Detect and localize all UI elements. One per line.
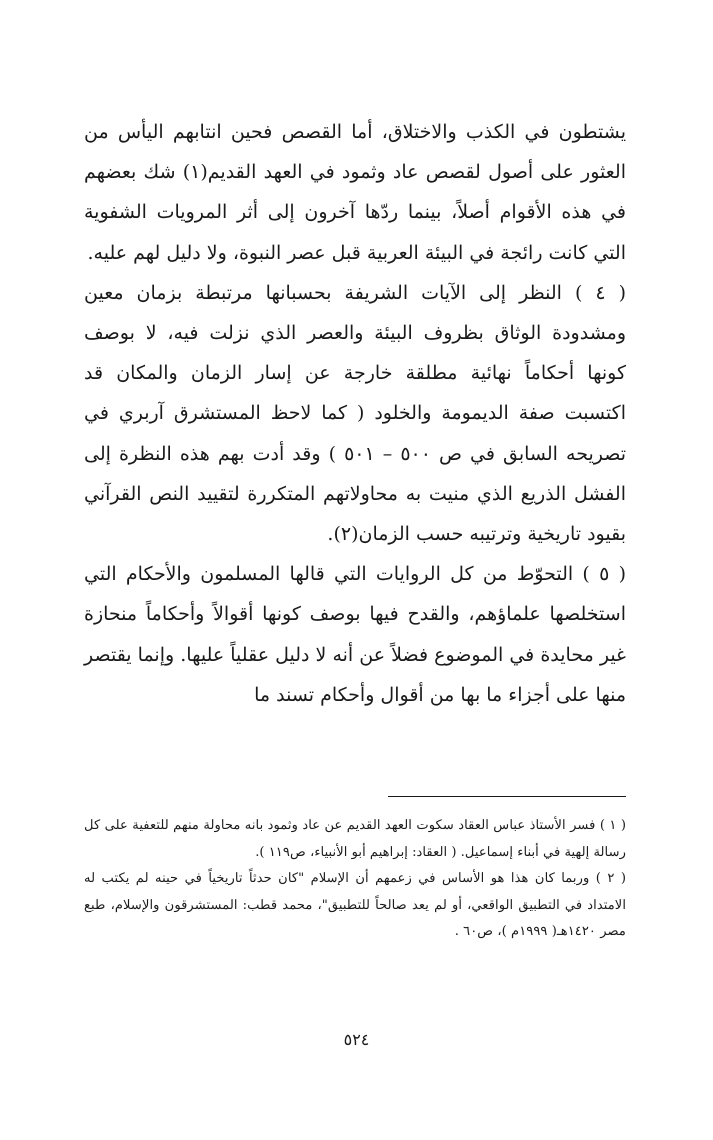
main-text <box>84 112 626 715</box>
paragraph-point-5: ( ٥ ) التحوّط من كل الروايات التي قالها المسلمون والأحكام التي استخلصها علماؤهم، والقدح فيها بوصف كونها أقوالاً وأحكاماً منحازة غير محايدة في الموضوع فضلاً عن أنه لا دليل عقلياً عليها. وإنما يقتصر منها على أجزاء ما بها من أقوال وأحكام تسند ما <box>84 563 626 706</box>
footnotes <box>84 813 626 946</box>
paragraph-continuation: يشتطون في الكذب والاختلاق، أما القصص فحين انتابهم اليأس من العثور على أصول لقصص عاد وثمود في العهد القديم(١) شك بعضهم في هذه الأقوام أصلاً، بينما ردّها آخرون إلى أثر المرويات الشفوية التي كانت رائجة في البيئة العربية قبل عصر النبوة، ولا دليل لهم عليه. <box>84 121 626 264</box>
footnote-2: ( ٢ ) وربما كان هذا هو الأساس في زعمهم أن الإسلام "كان حدثاً تاريخياً في حينه لم يكتب له الامتداد في التطبيق الواقعي، أو لم يعد صالحاً للتطبيق"، محمد قطب: المستشرقون والإسلام، طبع مصر ١٤٢٠هـ( ١٩٩٩م )، ص٦٠ . <box>84 871 626 939</box>
footnote-1: ( ١ ) فسر الأستاذ عباس العقاد سكوت العهد القديم عن عاد وثمود بانه محاولة منهم للتعفية على كل رسالة إلهية في أبناء إسماعيل. ( العقاد: إبراهيم أبو الأنبياء، ص١١٩ ). <box>84 818 626 860</box>
paragraph-point-4: ( ٤ ) النظر إلى الآيات الشريفة بحسبانها مرتبطة بزمان معين ومشدودة الوثاق بظروف البيئة والعصر الذي نزلت فيه، لا بوصف كونها أحكاماً نهائية مطلقة خارجة عن إسار الزمان والمكان قد اكتسبت صفة الديمومة والخلود ( كما لاحظ المستشرق آربري في تصريحه السابق في ص ٥٠٠ – ٥٠١ ) وقد أدت بهم هذه النظرة إلى الفشل الذريع الذي منيت به محاولاتهم المتكررة لتقييد النص القرآني بقيود تاريخية وترتيبه حسب الزمان(٢). <box>84 281 627 546</box>
footnote-divider <box>388 796 626 797</box>
page-number: ٥٢٤ <box>343 1030 370 1049</box>
